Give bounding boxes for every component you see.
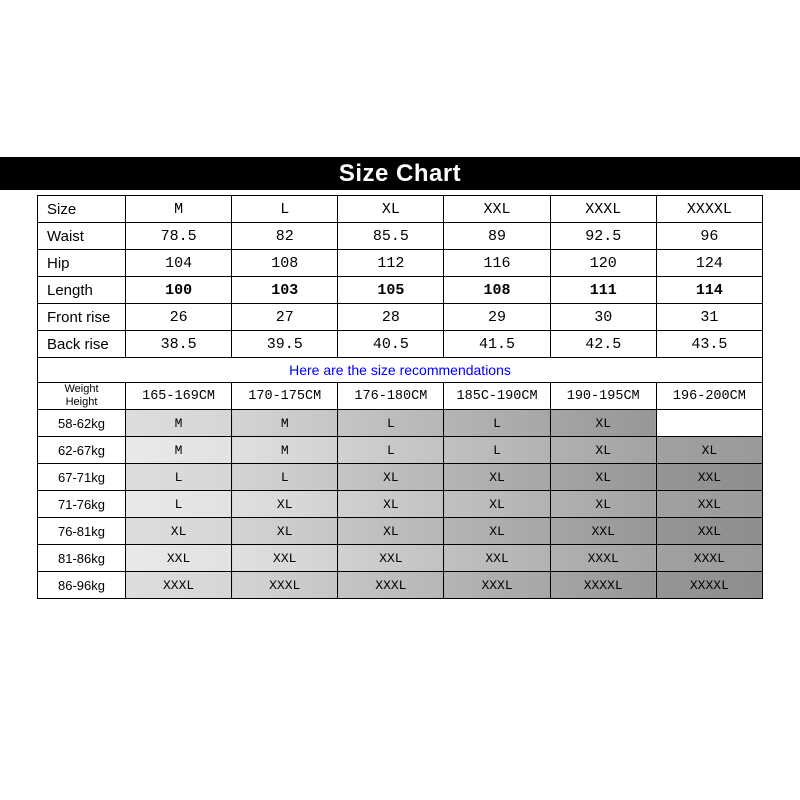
size-table-cell: 30 [550,304,656,331]
size-table-cell: 28 [338,304,444,331]
size-table-cell: 41.5 [444,331,550,358]
height-range-header: 165-169CM [126,383,232,410]
recommended-size-cell: M [126,410,232,437]
recommended-size-cell: XXXL [656,545,762,572]
recommended-size-cell: XL [550,410,656,437]
recommended-size-cell: XXXL [444,572,550,599]
size-table-cell: M [126,196,232,223]
size-table-cell: 103 [232,277,338,304]
recommended-size-cell: XXL [656,518,762,545]
size-table-cell: 108 [444,277,550,304]
size-recommendation-table [37,382,763,599]
size-table-cell: 114 [656,277,762,304]
recommended-size-cell: XL [550,491,656,518]
page-title: Size Chart [338,159,462,187]
size-table-row [38,304,763,331]
recommended-size-cell: L [338,410,444,437]
recommended-size-cell: L [126,491,232,518]
rec-table-row [38,491,763,518]
recommended-size-cell: XXL [656,464,762,491]
recommended-size-cell: XL [656,437,762,464]
weight-range-label: 81-86kg [38,545,126,572]
size-table-cell: 92.5 [550,223,656,250]
recommended-size-cell [656,410,762,437]
corner-weight-label: Weight [64,383,99,396]
size-table-row-label: Hip [38,250,126,277]
recommended-size-cell: XL [338,518,444,545]
recommended-size-cell: L [126,464,232,491]
recommended-size-cell: XL [550,464,656,491]
weight-range-label: 76-81kg [38,518,126,545]
rec-table-row [38,410,763,437]
recommended-size-cell: M [232,437,338,464]
size-table-cell: 85.5 [338,223,444,250]
recommended-size-cell: XXXL [550,545,656,572]
recommended-size-cell: XL [232,518,338,545]
recommended-size-cell: XL [126,518,232,545]
recommended-size-cell: XL [444,518,550,545]
recommended-size-cell: XXL [126,545,232,572]
size-table-cell: 104 [126,250,232,277]
size-table-cell: L [232,196,338,223]
size-table-cell: 111 [550,277,656,304]
weight-range-label: 58-62kg [38,410,126,437]
size-table-cell: 42.5 [550,331,656,358]
size-table-row-label: Length [38,277,126,304]
size-table-cell: 124 [656,250,762,277]
recommended-size-cell: XXXL [126,572,232,599]
height-range-header: 185C-190CM [444,383,550,410]
recommended-size-cell: XL [550,437,656,464]
size-chart-banner [0,157,800,190]
size-table-cell: XXXXL [656,196,762,223]
size-table-cell: XXL [444,196,550,223]
size-table-cell: 112 [338,250,444,277]
size-table-cell: 100 [126,277,232,304]
size-table-cell: 43.5 [656,331,762,358]
size-table-cell: 116 [444,250,550,277]
size-table-row-label: Size [38,196,126,223]
recommended-size-cell: XL [232,491,338,518]
recommended-size-cell: L [232,464,338,491]
recommended-size-cell: XL [338,464,444,491]
recommended-size-cell: XXXL [338,572,444,599]
size-table-cell: 38.5 [126,331,232,358]
tables-container [37,195,763,599]
recommended-size-cell: L [444,437,550,464]
recommended-size-cell: XL [444,464,550,491]
size-table-cell: 27 [232,304,338,331]
weight-range-label: 62-67kg [38,437,126,464]
rec-table-row [38,464,763,491]
weight-height-corner-header [38,383,126,410]
recommendation-note-text: Here are the size recommendations [289,362,511,378]
recommended-size-cell: XXXL [232,572,338,599]
size-table-row [38,250,763,277]
weight-range-label: 86-96kg [38,572,126,599]
recommended-size-cell: XXL [656,491,762,518]
size-table-cell: XXXL [550,196,656,223]
rec-table-row [38,545,763,572]
size-table-row [38,277,763,304]
size-table-cell: 96 [656,223,762,250]
size-table-row-label: Front rise [38,304,126,331]
height-range-header: 176-180CM [338,383,444,410]
recommended-size-cell: XL [338,491,444,518]
recommended-size-cell: XXL [444,545,550,572]
recommendation-note-strip [37,358,763,382]
size-table-cell: 120 [550,250,656,277]
height-range-header: 170-175CM [232,383,338,410]
recommended-size-cell: M [232,410,338,437]
corner-height-label: Height [65,396,98,408]
size-table-cell: 40.5 [338,331,444,358]
recommended-size-cell: XXL [338,545,444,572]
recommended-size-cell: L [444,410,550,437]
size-table-cell: 31 [656,304,762,331]
weight-range-label: 67-71kg [38,464,126,491]
recommended-size-cell: L [338,437,444,464]
size-table-row-label: Waist [38,223,126,250]
size-table-row-label: Back rise [38,331,126,358]
height-range-header: 190-195CM [550,383,656,410]
recommended-size-cell: M [126,437,232,464]
size-table-row [38,223,763,250]
size-table-cell: 82 [232,223,338,250]
rec-table-row [38,437,763,464]
size-table-cell: 89 [444,223,550,250]
rec-table-header-row [38,383,763,410]
rec-table-row [38,518,763,545]
size-table-cell: XL [338,196,444,223]
size-table-cell: 29 [444,304,550,331]
recommended-size-cell: XL [444,491,550,518]
size-table-cell: 78.5 [126,223,232,250]
recommended-size-cell: XXXXL [550,572,656,599]
size-table-row [38,196,763,223]
recommended-size-cell: XXL [232,545,338,572]
size-table-cell: 105 [338,277,444,304]
size-measurements-table [37,195,763,358]
size-table-cell: 39.5 [232,331,338,358]
size-table-row [38,331,763,358]
rec-table-row [38,572,763,599]
size-table-cell: 26 [126,304,232,331]
recommended-size-cell: XXL [550,518,656,545]
recommended-size-cell: XXXXL [656,572,762,599]
height-range-header: 196-200CM [656,383,762,410]
weight-range-label: 71-76kg [38,491,126,518]
size-table-cell: 108 [232,250,338,277]
